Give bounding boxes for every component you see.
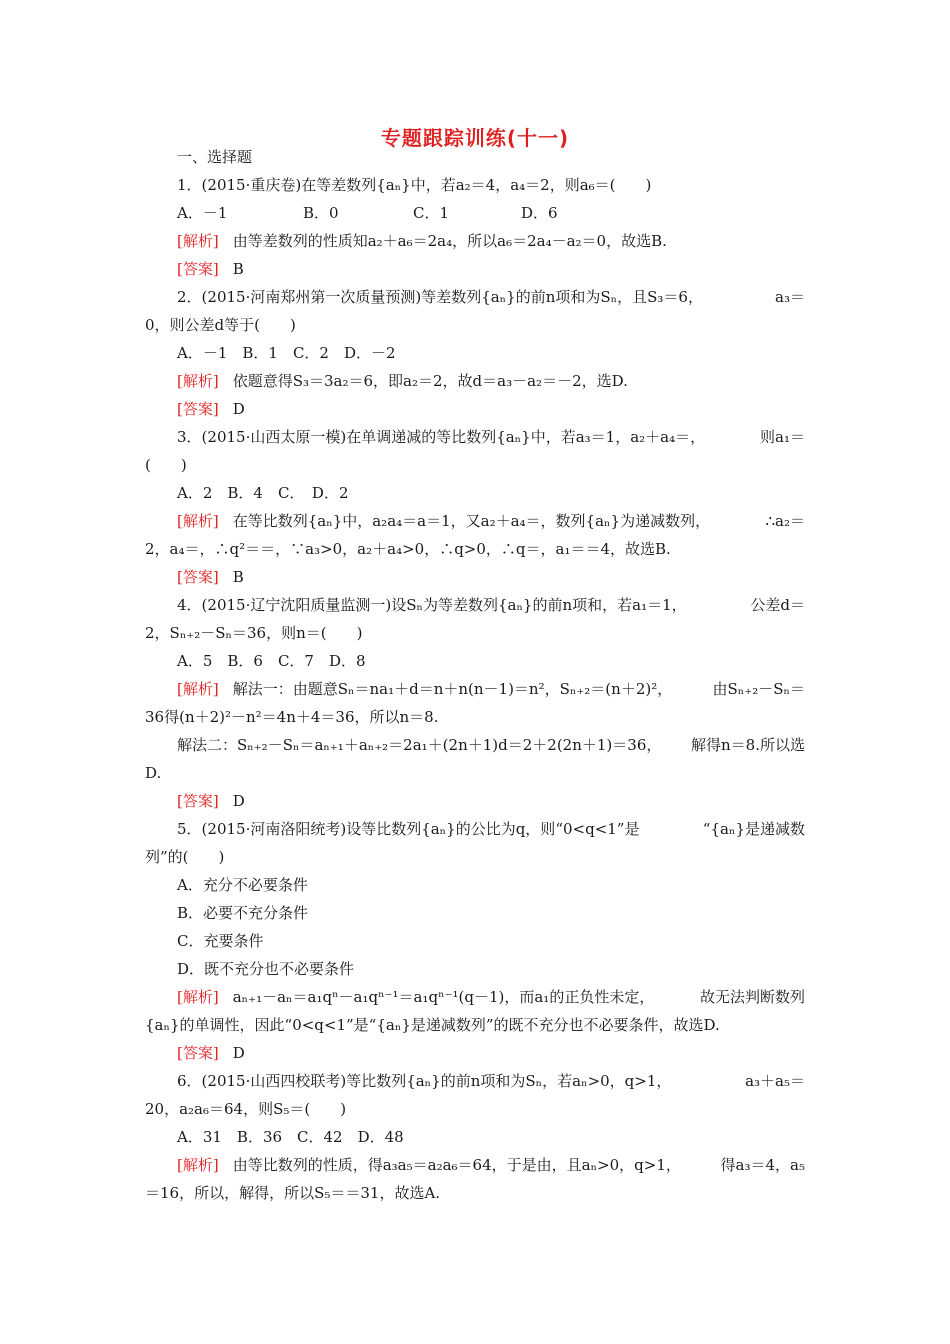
q2-answer-text: D [232,400,245,418]
q5-answer [177,1042,245,1064]
q5-stem-line1-end: “{aₙ}是递减数 [702,820,805,838]
q4-answer-text: D [232,792,245,810]
analysis-tag: [解析] [177,988,219,1006]
q5-stem-line2: 列”的( ) [145,848,225,866]
q4-analysis-line3 [145,734,805,756]
q4-stem-line2: 2，Sₙ₊₂－Sₙ＝36，则n＝( ) [145,624,363,642]
q6-stem-line1-end: a₃＋a₅＝ [745,1072,805,1090]
q5-answer-text: D [232,1044,245,1062]
q5-analysis-line2: {aₙ}的单调性，因此“0<q<1”是“{aₙ}是递减数列”的既不充分也不必要条件，故选D. [145,1016,720,1034]
q4-analysis-text: 解法一：由题意Sₙ＝na₁＋d＝n＋n(n－1)＝n²，Sₙ₊₂＝(n＋2)²， [232,680,673,698]
q6-stem-line1 [145,1070,805,1092]
q4-analysis-line4: D. [145,764,162,782]
q6-analysis-line1-end: 得a₃＝4，a₅ [720,1156,805,1174]
q4-analysis-line3-end: 解得n＝8.所以选 [691,736,805,754]
q5-option-c: C．充要条件 [177,932,264,950]
q4-analysis-line2: 36得(n＋2)²－n²＝4n＋4＝36，所以n＝8. [145,708,439,726]
answer-tag: [答案] [177,792,219,810]
q2-analysis-text: 依题意得S₃＝3a₂＝6，即a₂＝2，故d＝a₃－a₂＝－2，选D. [232,372,628,390]
q4-analysis-line1-end: 由Sₙ₊₂－Sₙ＝ [712,680,805,698]
q1-options [177,202,558,224]
page-title: 专题跟踪训练(十一) [380,126,570,150]
q6-stem-line1-text: 6．(2015·山西四校联考)等比数列{aₙ}的前n项和为Sₙ，若aₙ>0，q>1， [177,1072,672,1090]
answer-tag: [答案] [177,260,219,278]
analysis-tag: [解析] [177,512,219,530]
q6-analysis-line1 [145,1154,805,1176]
q5-option-d: D．既不充分也不必要条件 [177,960,355,978]
q3-analysis-line2: 2，a₄＝，∴q²＝＝，∵a₃>0，a₂＋a₄>0，∴q>0，∴q＝，a₁＝＝4，故选B. [145,540,671,558]
q4-analysis-line3-text: 解法二：Sₙ₊₂－Sₙ＝aₙ₊₁＋aₙ₊₂＝2a₁＋(2n＋1)d＝2＋2(2n＋1)＝36， [177,736,662,754]
q3-stem-line1 [145,426,805,448]
q3-stem-line1-text: 3．(2015·山西太原一模)在单调递减的等比数列{aₙ}中，若a₃＝1，a₂＋a₄＝， [177,428,706,446]
q3-stem-line1-end: 则a₁＝ [760,428,805,446]
q2-stem-line1 [145,286,805,308]
q1-answer-text: B [232,260,244,278]
q2-answer [177,398,245,420]
q6-analysis-line1-text [145,1154,681,1176]
q4-stem-line1 [145,594,805,616]
q5-analysis-line1-text [145,986,654,1008]
q6-analysis-text: 由等比数列的性质，得a₃a₅＝a₂a₆＝64，于是由，且aₙ>0，q>1， [232,1156,681,1174]
q6-analysis-line2: ＝16，所以，解得，所以S₅＝＝31，故选A. [145,1184,441,1202]
analysis-tag: [解析] [177,680,219,698]
q4-analysis-line1-text [145,678,672,700]
q5-stem-line1-text: 5．(2015·河南洛阳统考)设等比数列{aₙ}的公比为q，则“0<q<1”是 [177,820,640,838]
q2-stem-line1-text: 2．(2015·河南郑州第一次质量预测)等差数列{aₙ}的前n项和为Sₙ，且S₃＝6， [177,288,703,306]
q4-stem-line1-text: 4．(2015·辽宁沈阳质量监测一)设Sₙ为等差数列{aₙ}的前n项和，若a₁＝1， [177,596,687,614]
q1-option-d: D．6 [521,204,558,222]
q1-option-b: B．0 [303,204,339,222]
q5-option-b: B．必要不充分条件 [177,904,309,922]
answer-tag: [答案] [177,568,219,586]
q4-answer [177,790,245,812]
q3-answer-text: B [232,568,244,586]
q2-analysis [177,370,628,392]
answer-tag: [答案] [177,400,219,418]
q5-option-a: A．充分不必要条件 [177,876,308,894]
q1-answer [177,258,244,280]
q5-stem-line1 [145,818,805,840]
q5-analysis-text: aₙ₊₁－aₙ＝a₁qⁿ－a₁qⁿ⁻¹＝a₁qⁿ⁻¹(q－1)，而a₁的正负性未定， [232,988,655,1006]
q3-analysis-line1-end: ∴a₂＝ [765,512,805,530]
analysis-tag: [解析] [177,232,219,250]
q2-stem-line1-end: a₃＝ [775,288,805,306]
q3-analysis-text: 在等比数列{aₙ}中，a₂a₄＝a＝1，又a₂＋a₄＝，数列{aₙ}为递减数列， [232,512,711,530]
q5-analysis-line1 [145,986,805,1008]
q3-stem-line2: ( ) [145,456,187,474]
q6-stem-line2: 20，a₂a₆＝64，则S₅＝( ) [145,1100,347,1118]
q1-stem: 1．(2015·重庆卷)在等差数列{aₙ}中，若a₂＝4，a₄＝2，则a₆＝( ) [177,176,652,194]
analysis-tag: [解析] [177,1156,219,1174]
q1-option-a: A．－1 [177,204,228,222]
q4-options: A．5 B．6 C．7 D．8 [177,652,366,670]
answer-tag: [答案] [177,1044,219,1062]
section-heading: 一、选择题 [177,148,253,166]
q1-option-c: C．1 [413,204,450,222]
q3-answer [177,566,244,588]
q6-options: A．31 B．36 C．42 D．48 [177,1128,404,1146]
q3-analysis-line1 [145,510,805,532]
q1-analysis [177,230,667,252]
analysis-tag: [解析] [177,372,219,390]
q2-options: A．－1 B．1 C．2 D．－2 [177,344,396,362]
q3-options: A．2 B．4 C． D．2 [177,484,349,502]
q2-stem-line2: 0，则公差d等于( ) [145,316,296,334]
q4-analysis-line1 [145,678,805,700]
q4-stem-line1-end: 公差d＝ [750,596,805,614]
q5-analysis-line1-end: 故无法判断数列 [699,988,805,1006]
q3-analysis-line1-text [145,510,710,532]
q1-analysis-text: 由等差数列的性质知a₂＋a₆＝2a₄，所以a₆＝2a₄－a₂＝0，故选B. [232,232,667,250]
